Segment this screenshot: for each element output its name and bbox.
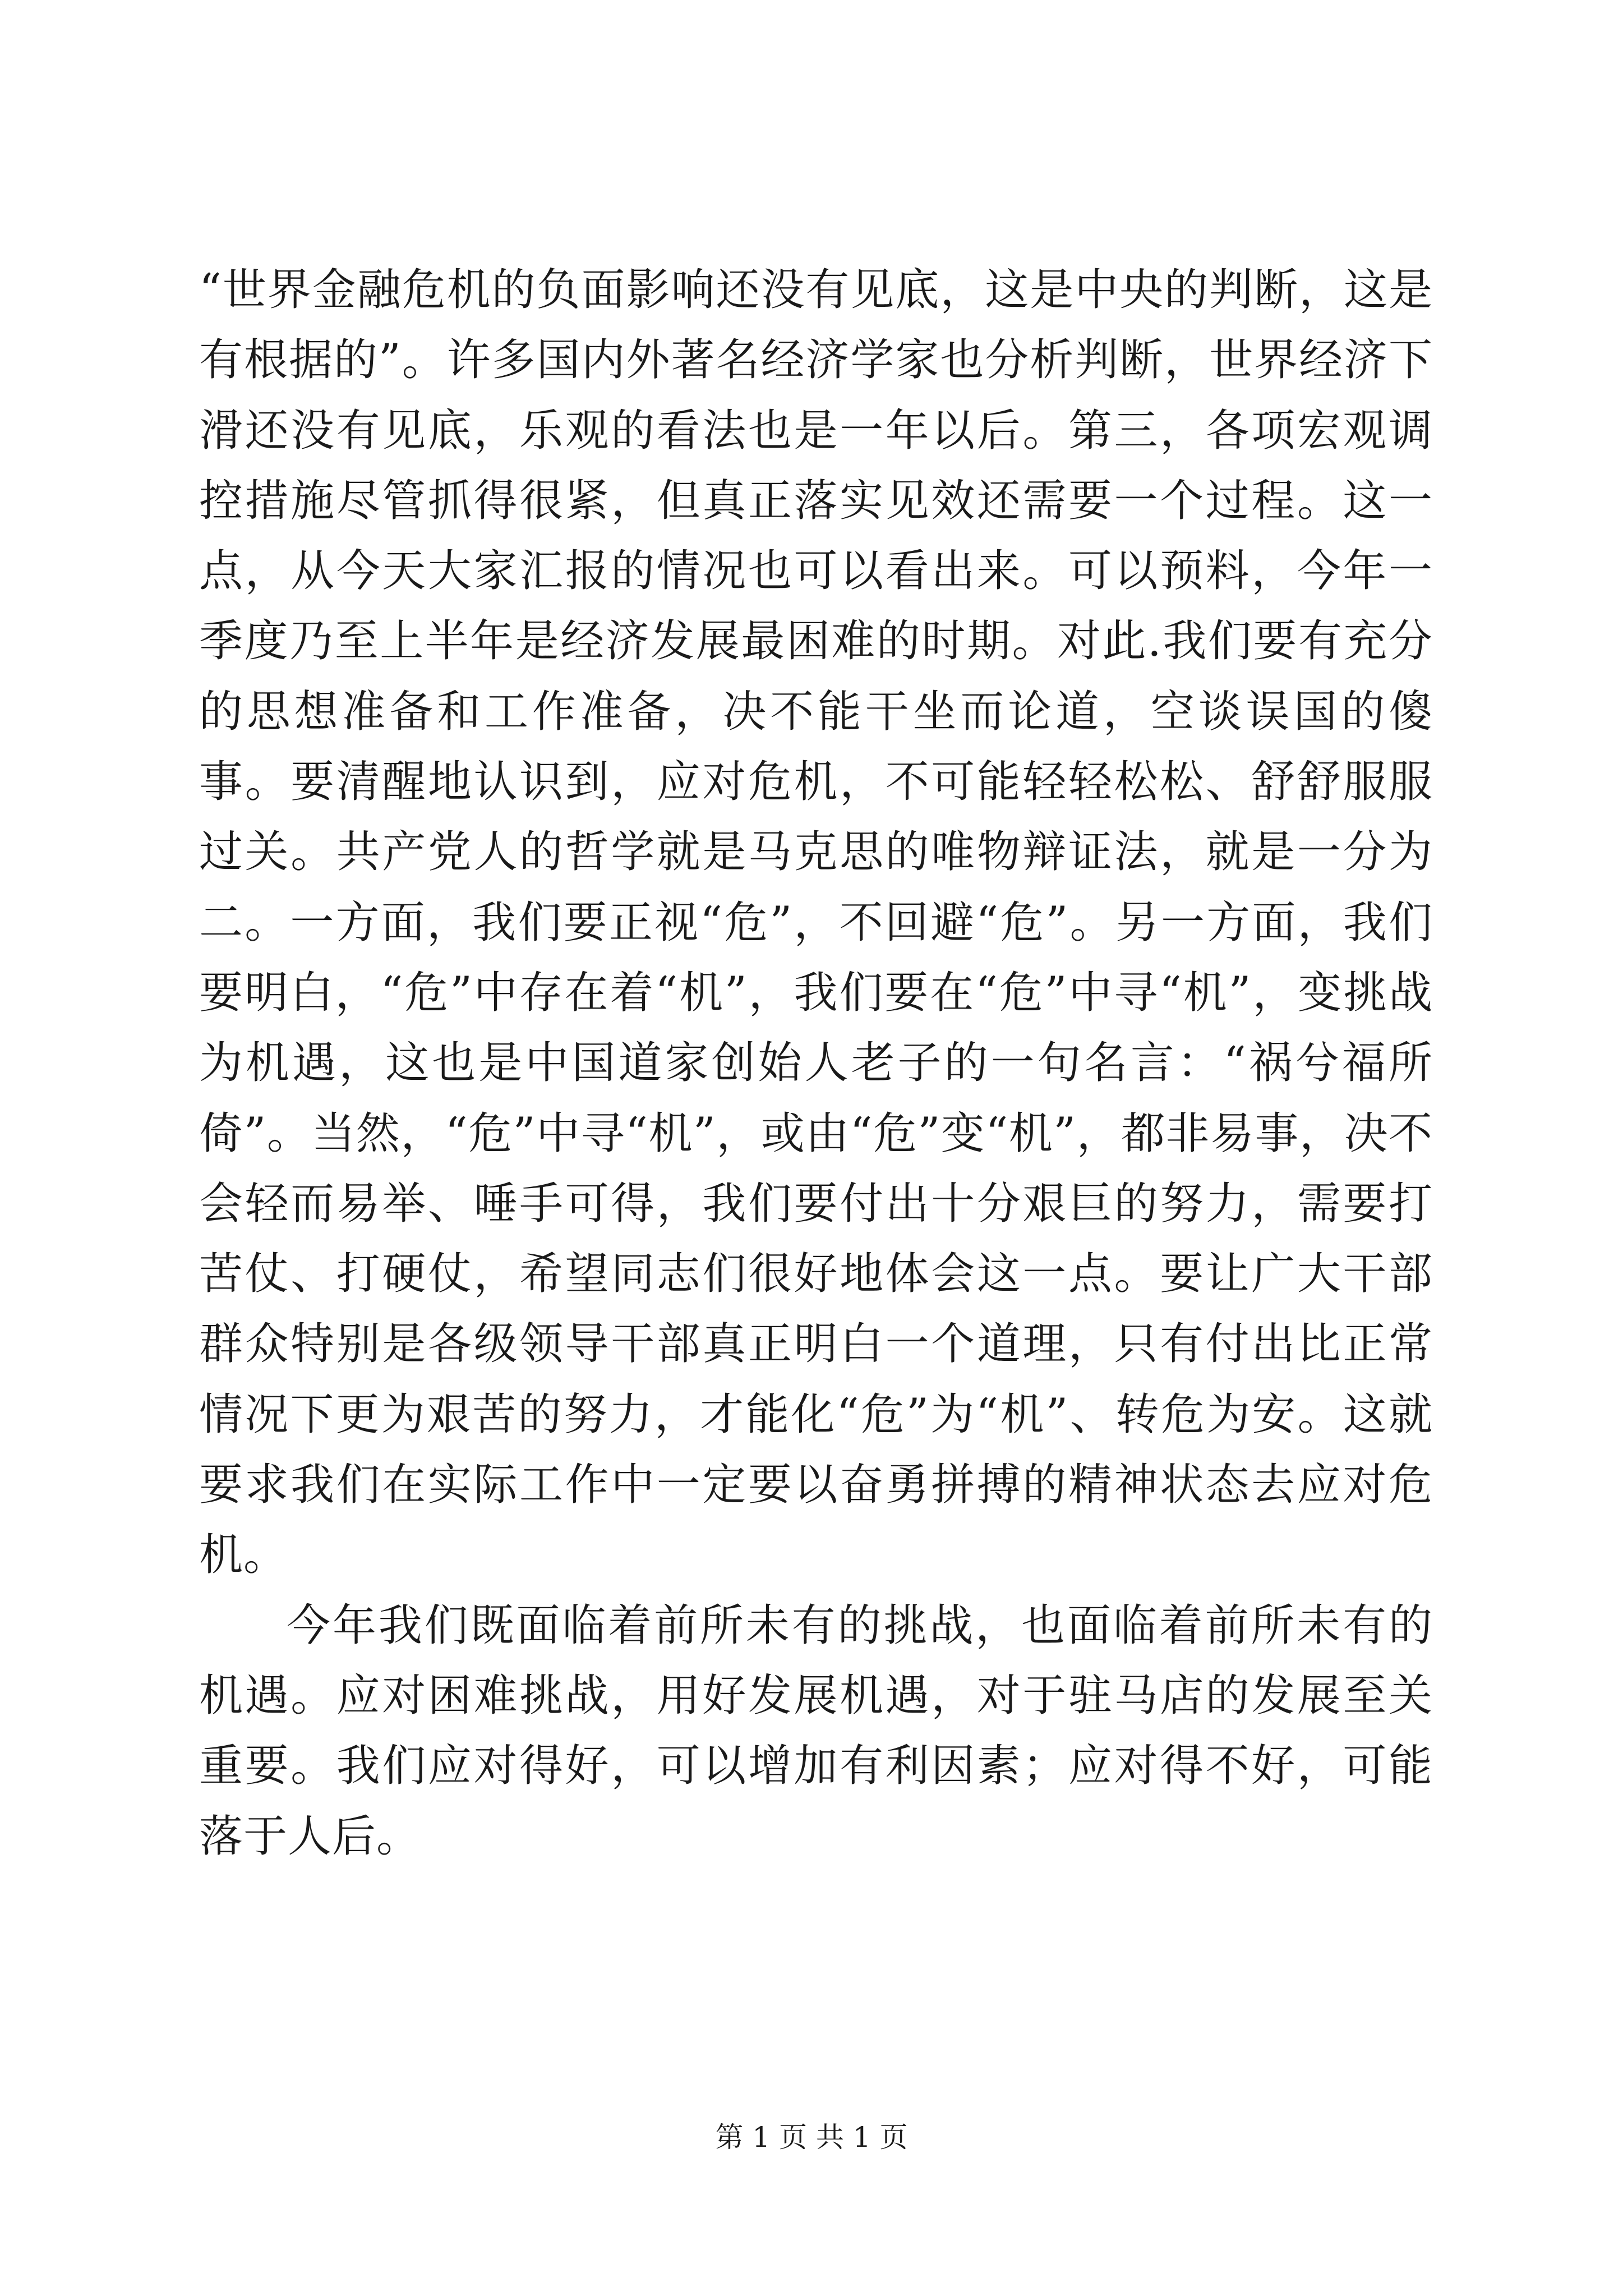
paragraph-2: 今年我们既面临着前所未有的挑战，也面临着前所未有的机遇。应对困难挑战，用好发展机遇，对于驻马店的发展至关重要。我们应对得好，可以增加有利因素；应对得不好，可能落于人后。	[199, 1600, 1433, 1862]
document-body	[199, 255, 1433, 1872]
page-footer: 第 1 页 共 1 页	[715, 2121, 908, 2154]
paragraph-1: “世界金融危机的负面影响还没有见底，这是中央的判断，这是有根据的”。许多国内外著名经济学家也分析判断，世界经济下滑还没有见底，乐观的看法也是一年以后。第三，各项宏观调控措施尽管抓得很紧，但真正落实见效还需要一个过程。这一点，从今天大家汇报的情况也可以看出来。可以预料，今年一季度乃至上半年是经济发展最困难的时期。对此.我们要有充分的思想准备和工作准备，决不能干坐而论道，空谈误国的傻事。要清醒地认识到，应对危机，不可能轻轻松松、舒舒服服过关。共产党人的哲学就是马克思的唯物辩证法，就是一分为二。一方面，我们要正视“危”，不回避“危”。另一方面，我们要明白，“危”中存在着“机”，我们要在“危”中寻“机”，变挑战为机遇，这也是中国道家创始人老子的一句名言：“祸兮福所倚”。当然，“危”中寻“机”，或由“危”变“机”，都非易事，决不会轻而易举、唾手可得，我们要付出十分艰巨的努力，需要打苦仗、打硬仗，希望同志们很好地体会这一点。要让广大干部群众特别是各级领导干部真正明白一个道理，只有付出比正常情况下更为艰苦的努力，才能化“危”为“机”、转危为安。这就要求我们在实际工作中一定要以奋勇拼搏的精神状态去应对危机。	[199, 265, 1433, 1581]
